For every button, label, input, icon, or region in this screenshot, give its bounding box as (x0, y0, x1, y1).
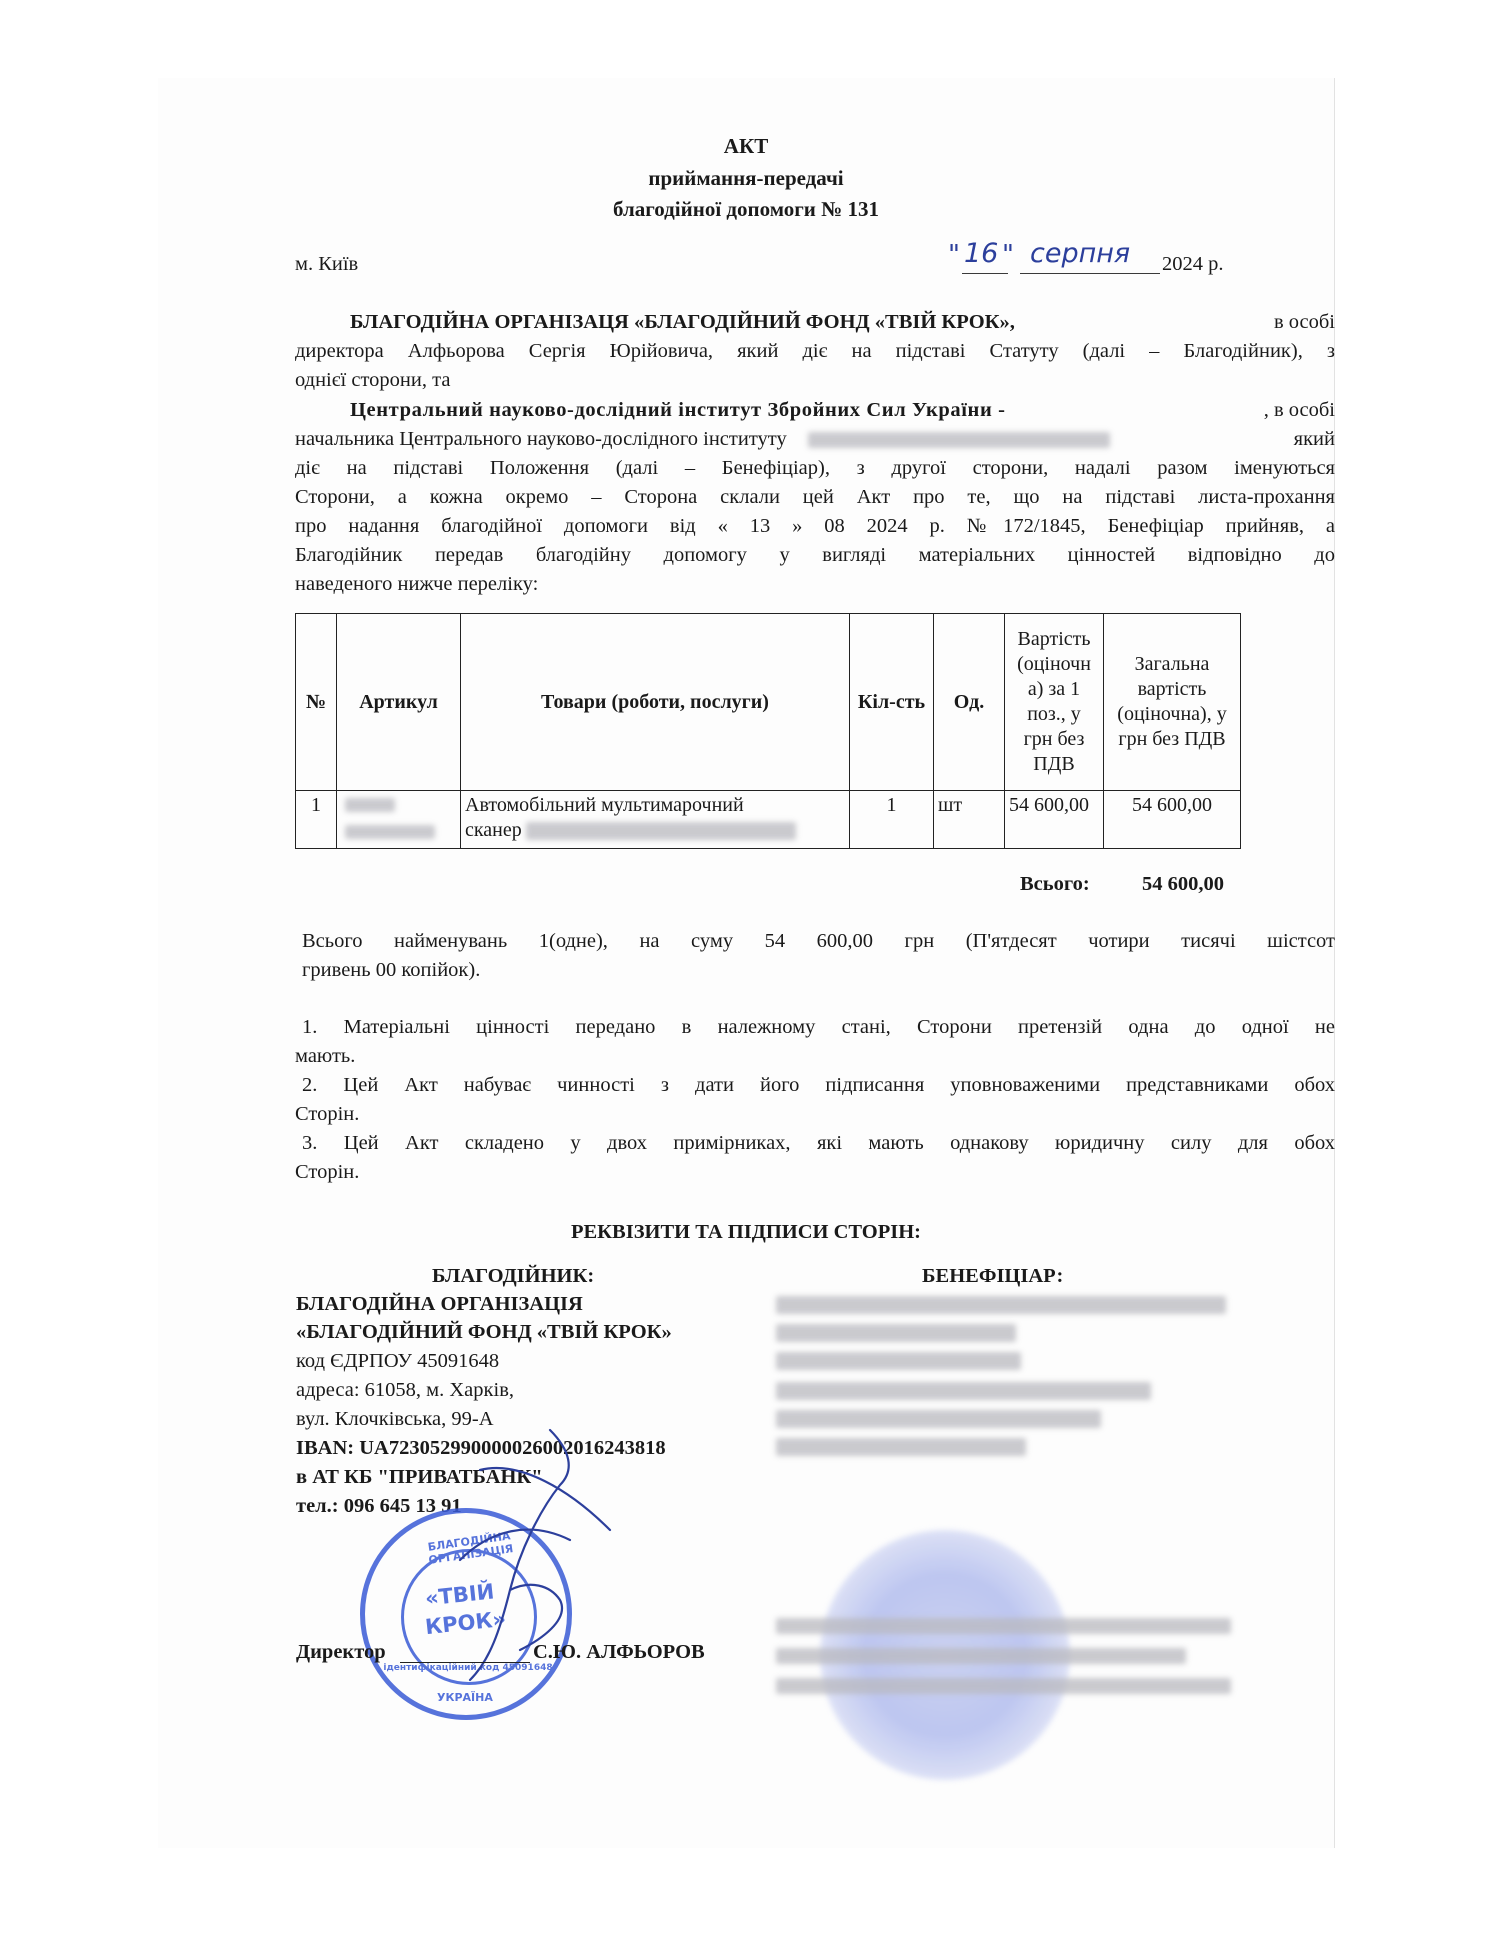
intro-line-1 (295, 308, 1335, 337)
row-num: 1 (296, 791, 337, 849)
stamp-country: УКРАЇНА (437, 1691, 493, 1704)
header-unit-price-line: Вартість (1017, 628, 1091, 650)
header-unit-price-line: а) за 1 (1027, 678, 1081, 700)
header-unit: Од. (934, 614, 1005, 791)
row-goods (461, 791, 850, 849)
header-unit-price-line: ПДВ (1033, 753, 1075, 775)
clause-1-cont: мають. (295, 1045, 356, 1067)
total-value: 54 600,00 (1142, 873, 1224, 895)
redacted-line (776, 1296, 1226, 1314)
total-label: Всього: (1020, 873, 1090, 895)
donor-iban: IBAN: UA723052990000026002016243818 (296, 1437, 666, 1459)
redacted-article (345, 825, 435, 839)
beneficiary-label: БЕНЕФІЦІАР: (922, 1265, 1064, 1287)
intro-line-6: діє на підставі Положення (далі – Бенефіціар), з другої сторони, надалі разом іменуються (295, 457, 1335, 479)
date-day-line (962, 273, 1008, 274)
beneficiary-org-name: Центральний науково-дослідний інститут Збройних Сил України - (350, 399, 1006, 421)
director-name: С.Ю. АЛФЬОРОВ (533, 1641, 705, 1663)
date-open-quote: " (948, 240, 960, 270)
header-unit-price (1005, 614, 1104, 791)
intro-line-1-rest: в особі (1273, 311, 1335, 333)
intro-line-8: про надання благодійної допомоги від « 13 » 08 2024 р. №172/1845, Бенефіціар прийняв, а (295, 515, 1335, 537)
document-number: благодійної допомоги № 131 (613, 197, 879, 221)
redacted-line (776, 1678, 1231, 1694)
donor-label: БЛАГОДІЙНИК: (432, 1265, 595, 1287)
summary-line-1: Всього найменувань 1(одне), на суму 54 600,00 грн (П'ятдесят чотири тисячі шістсот (302, 930, 1335, 952)
header-total-price-line: (оціночна), у (1117, 703, 1227, 725)
intro-line-9: Благодійник передав благодійну допомогу у вигляді матеріальних цінностей відповідно до (295, 544, 1335, 566)
intro-line-2: директора Алфьорова Сергія Юрійовича, який діє на підставі Статуту (далі – Благодійник), з (295, 340, 1335, 362)
header-num: № (296, 614, 337, 791)
intro-line-4 (295, 396, 1335, 425)
row-goods-line-2 (465, 818, 845, 843)
header-article: Артикул (337, 614, 461, 791)
redacted-line (776, 1324, 1016, 1342)
row-goods-line-1: Автомобільний мультимарочний (465, 794, 744, 816)
intro-line-10: наведеного нижче переліку: (295, 573, 539, 595)
donor-address-1: адреса: 61058, м. Харків, (296, 1379, 514, 1401)
summary-line-2: гривень 00 копійок). (302, 959, 481, 981)
date-month-line (1020, 273, 1160, 274)
redacted-line (776, 1648, 1186, 1664)
row-goods-line-2-text: сканер (465, 819, 522, 841)
donor-org-line-1: БЛАГОДІЙНА ОРГАНІЗАЦІЯ (296, 1293, 583, 1315)
clause-1: 1. Матеріальні цінності передано в належному стані, Сторони претензій одна до одної не (302, 1016, 1335, 1038)
beneficiary-requisites-redacted (776, 1296, 1226, 1456)
intro-line-3: однієї сторони, та (295, 369, 451, 391)
donor-phone: тел.: 096 645 13 91 (296, 1495, 462, 1517)
stamp-code: ідентифікаційний код 45091648 (383, 1663, 553, 1673)
donor-bank: в АТ КБ "ПРИВАТБАНК" (296, 1466, 543, 1488)
header-unit-price-line: поз., у (1027, 703, 1081, 725)
date-day: 16 (964, 238, 999, 269)
date-year: 2024 р. (1162, 253, 1224, 275)
redacted-line (776, 1382, 1151, 1400)
donor-org-line-2: «БЛАГОДІЙНИЙ ФОНД «ТВІЙ КРОК» (296, 1321, 672, 1343)
donor-org-name: БЛАГОДІЙНА ОРГАНІЗАЦЯ «БЛАГОДІЙНИЙ ФОНД «ТВІЙ КРОК», (350, 311, 1015, 333)
header-unit-price-line: (оціночн (1017, 653, 1091, 675)
goods-table (295, 613, 1241, 849)
intro-line-5-start: начальника Центрального науково-дослідного інституту (295, 428, 787, 450)
stamp-top-text: БЛАГОДІЙНА ОРГАНІЗАЦІЯ (426, 1529, 515, 1567)
redacted-line (776, 1618, 1231, 1634)
header-goods: Товари (роботи, послуги) (461, 614, 850, 791)
stamp-center-line-1: «ТВІЙ (423, 1579, 496, 1611)
clause-2-cont: Сторін. (295, 1103, 360, 1125)
beneficiary-signature-redacted (776, 1618, 1231, 1694)
clause-3-cont: Сторін. (295, 1161, 360, 1183)
table-row (296, 791, 1241, 849)
header-total-price-line: вартість (1137, 678, 1207, 700)
row-article (337, 791, 461, 849)
date-month: серпня (1030, 238, 1131, 269)
clause-2: 2. Цей Акт набуває чинності з дати його підписання уповноваженими представниками обох (302, 1074, 1335, 1096)
header-total-price (1104, 614, 1241, 791)
requisites-heading: РЕКВІЗИТИ ТА ПІДПИСИ СТОРІН: (570, 1221, 922, 1243)
intro-line-5 (295, 425, 1335, 454)
redacted-line (776, 1352, 1021, 1370)
header-unit-price-line: грн без (1023, 728, 1085, 750)
donor-address-2: вул. Клочківська, 99-А (296, 1408, 494, 1430)
row-unit: шт (934, 791, 1005, 849)
donor-edrpou: код ЄДРПОУ 45091648 (296, 1350, 500, 1372)
header-qty: Кіл-сть (850, 614, 934, 791)
city: м. Київ (295, 253, 359, 275)
clause-3: 3. Цей Акт складено у двох примірниках, які мають однакову юридичну силу для обох (302, 1132, 1335, 1154)
stamp-center-line-2: КРОК» (423, 1606, 508, 1640)
row-total: 54 600,00 (1104, 791, 1241, 849)
table-header-row (296, 614, 1241, 791)
document-subtitle: приймання-передачі (648, 166, 844, 190)
redacted-line (776, 1410, 1101, 1428)
date-mid-quote: " (1002, 240, 1014, 270)
director-signature-line (400, 1662, 530, 1663)
redacted-model (526, 822, 796, 840)
intro-line-4-rest: , в особі (1263, 399, 1335, 421)
header-total-price-line: Загальна (1134, 653, 1210, 675)
row-qty: 1 (850, 791, 934, 849)
document-title: АКТ (723, 134, 769, 158)
header-total-price-line: грн без ПДВ (1118, 728, 1226, 750)
director-label: Директор (296, 1641, 386, 1663)
redacted-article (345, 798, 395, 812)
intro-line-7: Сторони, а кожна окремо – Сторона склали цей Акт про те, що на підставі листа-прохання (295, 486, 1335, 508)
intro-line-5-end: який (1293, 428, 1335, 450)
redacted-name (808, 432, 1110, 448)
redacted-line (776, 1438, 1026, 1456)
row-price: 54 600,00 (1005, 791, 1104, 849)
